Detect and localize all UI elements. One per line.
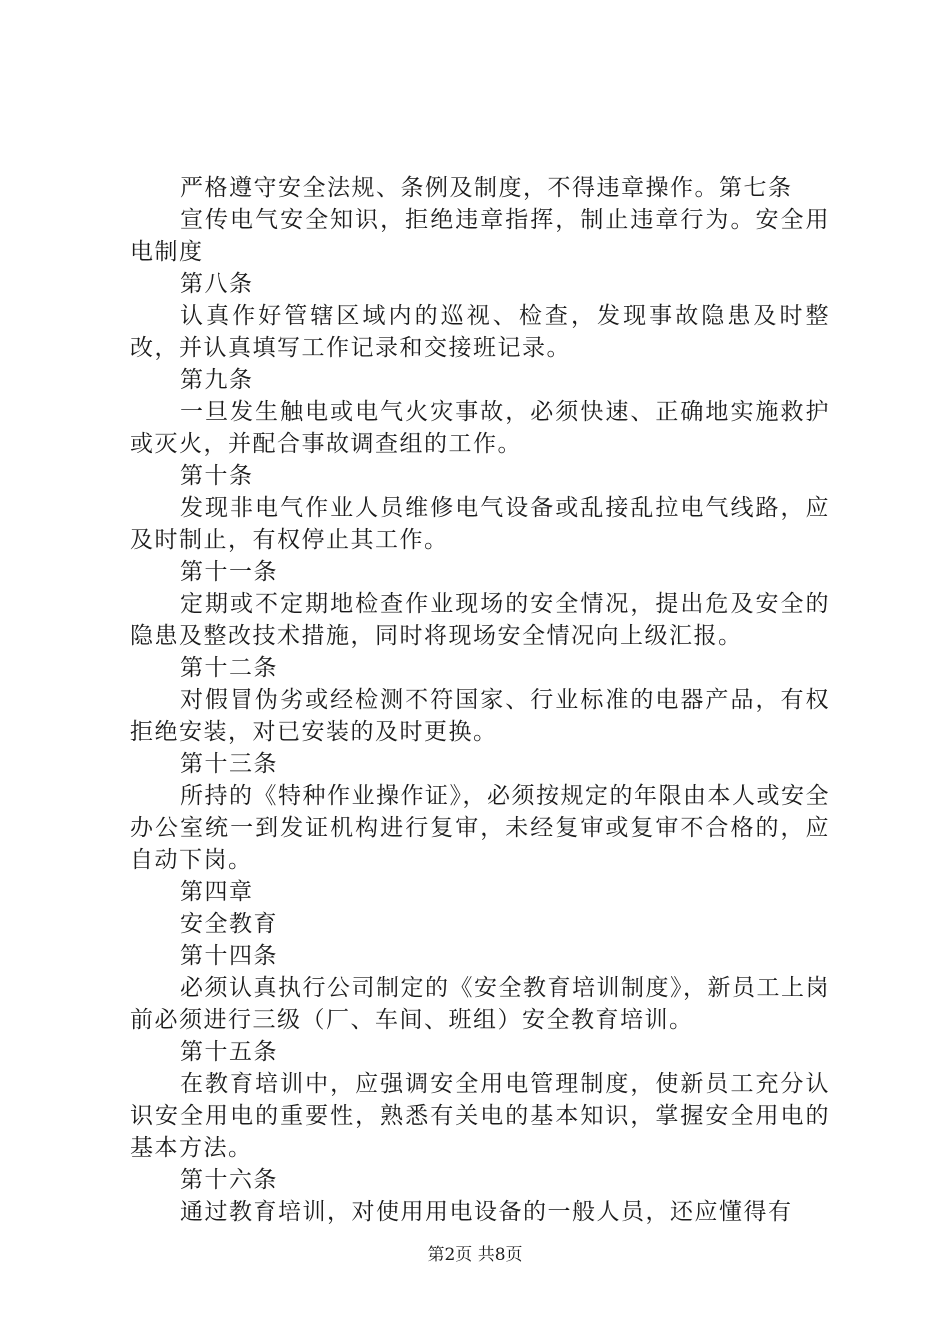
article-heading: 第十五条	[180, 1039, 278, 1065]
article-heading: 第十二条	[180, 655, 278, 681]
paragraph: 通过教育培训，对使用用电设备的一般人员，还应懂得有	[180, 1199, 793, 1225]
article-heading: 第十三条	[180, 751, 278, 777]
chapter-title: 安全教育	[180, 911, 278, 937]
paragraph: 认真作好管辖区域内的巡视、检查，发现事故隐患及时整改，并认真填写工作记录和交接班记录。	[130, 303, 830, 361]
article-heading: 第九条	[180, 367, 254, 393]
article-heading: 第十四条	[180, 943, 278, 969]
paragraph: 必须认真执行公司制定的《安全教育培训制度》，新员工上岗前必须进行三级（厂、车间、班组）安全教育培训。	[130, 975, 830, 1033]
page-number: 第2页 共8页	[427, 1245, 523, 1265]
paragraph: 发现非电气作业人员维修电气设备或乱接乱拉电气线路，应及时制止，有权停止其工作。	[130, 495, 830, 553]
page-footer	[0, 1244, 950, 1266]
paragraph: 严格遵守安全法规、条例及制度，不得违章操作。第七条	[180, 175, 793, 201]
chapter-heading: 第四章	[180, 879, 254, 905]
document-body	[130, 172, 830, 1228]
paragraph: 在教育培训中，应强调安全用电管理制度，使新员工充分认识安全用电的重要性，熟悉有关电的基本知识，掌握安全用电的基本方法。	[130, 1071, 830, 1161]
paragraph: 宣传电气安全知识，拒绝违章指挥，制止违章行为。安全用电制度	[130, 207, 830, 265]
paragraph: 一旦发生触电或电气火灾事故，必须快速、正确地实施救护或灭火，并配合事故调查组的工作。	[130, 399, 830, 457]
article-heading: 第十六条	[180, 1167, 278, 1193]
paragraph: 对假冒伪劣或经检测不符国家、行业标准的电器产品，有权拒绝安装，对已安装的及时更换。	[130, 687, 830, 745]
article-heading: 第十条	[180, 463, 254, 489]
article-heading: 第十一条	[180, 559, 278, 585]
paragraph: 定期或不定期地检查作业现场的安全情况，提出危及安全的隐患及整改技术措施，同时将现场安全情况向上级汇报。	[130, 591, 830, 649]
paragraph: 所持的《特种作业操作证》，必须按规定的年限由本人或安全办公室统一到发证机构进行复审，未经复审或复审不合格的，应自动下岗。	[130, 783, 830, 873]
article-heading: 第八条	[180, 271, 254, 297]
